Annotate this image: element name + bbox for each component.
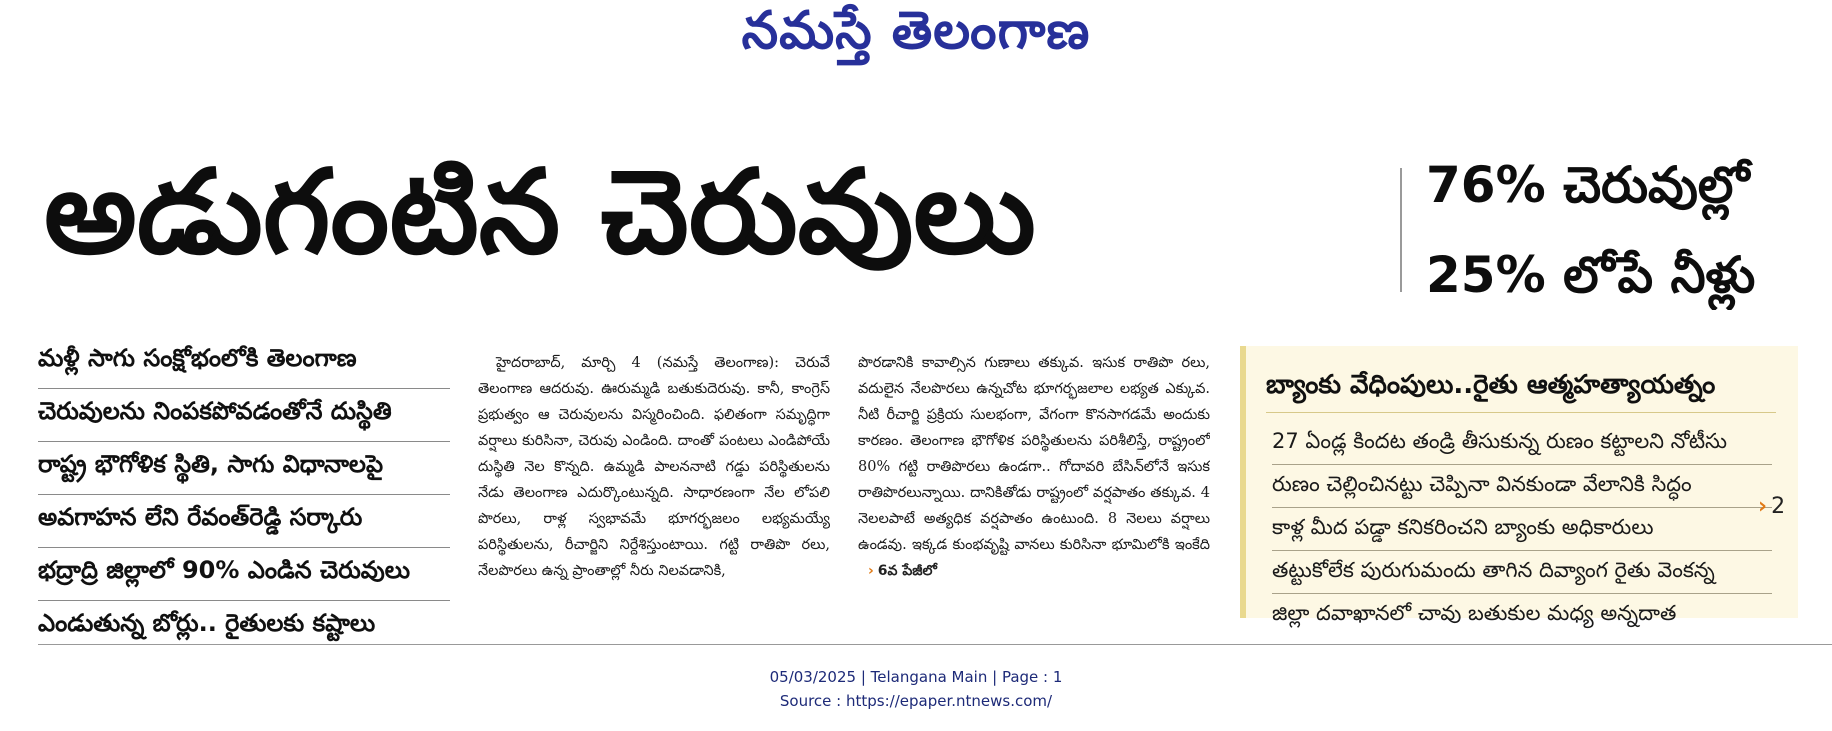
- footer-edition-info: 05/03/2025 | Telangana Main | Page : 1: [769, 668, 1063, 686]
- sidebar-story-points: [1272, 422, 1772, 636]
- sidebar-page-number: 2: [1771, 494, 1786, 519]
- continued-page-link[interactable]: [868, 563, 937, 579]
- page-bottom-rule: [38, 644, 1832, 645]
- masthead-logo: [0, 2, 1832, 72]
- bullet-item: ఎండుతున్న బోర్లు.. రైతులకు కష్టాలు: [38, 609, 376, 637]
- sidebar-point: తట్టుకోలేక పురుగుమందు తాగిన దివ్యాంగ రైతు వెంకన్న: [1272, 551, 1772, 594]
- highlight-bullets: [38, 336, 450, 653]
- subheadline-line2: 25% లోపే నీళ్లు: [1426, 246, 1756, 304]
- bullet-item: రాష్ట్ర భౌగోళిక స్థితి, సాగు విధానాలపై: [38, 442, 450, 495]
- sidebar-point: రుణం చెల్లించినట్టు చెప్పినా వినకుండా వేలానికి సిద్ధం: [1272, 465, 1772, 508]
- chevron-right-icon: ›: [868, 563, 874, 579]
- sidebar-point: జిల్లా దవాఖానలో చావు బతుకుల మధ్య అన్నదాత: [1272, 601, 1677, 625]
- sidebar-title-rule: [1266, 412, 1776, 413]
- article-column-2-text: పొరడానికి కావాల్సిన గుణాలు తక్కువ. ఇసుక రాతిపొ రలు, వదులైన నేలపొరలు ఉన్నచోట భూగర్భజలాల లభ్యత ఎక్కువ. నీటి రీచార్జి ప్రక్రియ సులభంగా, వేగంగా కొనసాగడమే అందుకు కారణం. తెలంగాణ భౌగోళిక పరిస్థితులను పరిశీలిస్తే, రాష్ట్రంలో 80% గట్టి రాతిపొరలు ఉండగా.. గోదావరి బేసిన్‌లోనే ఇసుక రాతిపొరలున్నాయి. దానికితోడు రాష్ట్రంలో వర్షపాతం తక్కువ. 4 నెలలపాటే అత్యధిక వర్షపాతం ఉంటుంది. 8 నెలలు వర్షాలు ఉండవు. ఇక్కడ కుంభవృష్టి వానలు కురిసినా భూమిలోకి ఇంకేది: [858, 355, 1210, 553]
- sidebar-page-link[interactable]: [1758, 494, 1785, 519]
- continued-page-label: 6వ పేజీలో: [877, 563, 937, 579]
- footer-source: Source : https://epaper.ntnews.com/: [779, 692, 1053, 710]
- main-headline: అడుగంటిన చెరువులు: [44, 145, 1036, 280]
- bullet-item: భద్రాద్రి జిల్లాలో 90% ఎండిన చెరువులు: [38, 548, 450, 601]
- sidebar-point: 27 ఏండ్ల కిందట తండ్రి తీసుకున్న రుణం కట్టాలని నోటీసు: [1272, 422, 1772, 465]
- bullet-item: మళ్లీ సాగు సంక్షోభంలోకి తెలంగాణ: [38, 336, 450, 389]
- headline-divider: [1400, 168, 1402, 292]
- subheadline-line1: 76% చెరువుల్లో: [1426, 156, 1750, 214]
- article-column-2: [858, 350, 1210, 625]
- bullet-item: చెరువులను నింపకపోవడంతోనే దుస్థితి: [38, 389, 450, 442]
- sidebar-story-title: బ్యాంకు వేధింపులు..రైతు ఆత్మహత్యాయత్నం: [1266, 370, 1716, 400]
- bullet-item: అవగాహన లేని రేవంత్‌రెడ్డి సర్కారు: [38, 495, 450, 548]
- sidebar-point: కాళ్ల మీద పడ్డా కనికరించని బ్యాంకు అధికారులు: [1272, 508, 1772, 551]
- article-column-1: హైదరాబాద్, మార్చి 4 (నమస్తే తెలంగాణ): చెరువే తెలంగాణ ఆదరువు. ఊరుమ్మడి బతుకుదెరువు. కానీ, కాంగ్రెస్ ప్రభుత్వం ఆ చెరువులను విస్మరించింది. ఫలితంగా సమృద్ధిగా వర్షాలు కురిసినా, చెరువు ఎండింది. దాంతో పంటలు ఎండిపోయే దుస్థితి నెల కొన్నది. ఉమ్మడి పాలననాటి గడ్డు పరిస్థితులను నేడు తెలంగాణ ఎదుర్కొంటున్నది. సాధారణంగా నేల లోపలి పొరలు, రాళ్ల స్వభావమే భూగర్భజలం లభ్యమయ్యే పరిస్థితులను, రీచార్జిని నిర్దేశిస్తుంటాయి. గట్టి రాతిపొ రలు, నేలపొరలు ఉన్న ప్రాంతాల్లో నీరు నిలవడానికి,: [478, 355, 830, 579]
- masthead-title: నమస్తే తెలంగాణ: [741, 0, 1091, 61]
- chevron-right-icon: ›: [1758, 494, 1768, 519]
- sidebar-story-box: [1240, 346, 1798, 625]
